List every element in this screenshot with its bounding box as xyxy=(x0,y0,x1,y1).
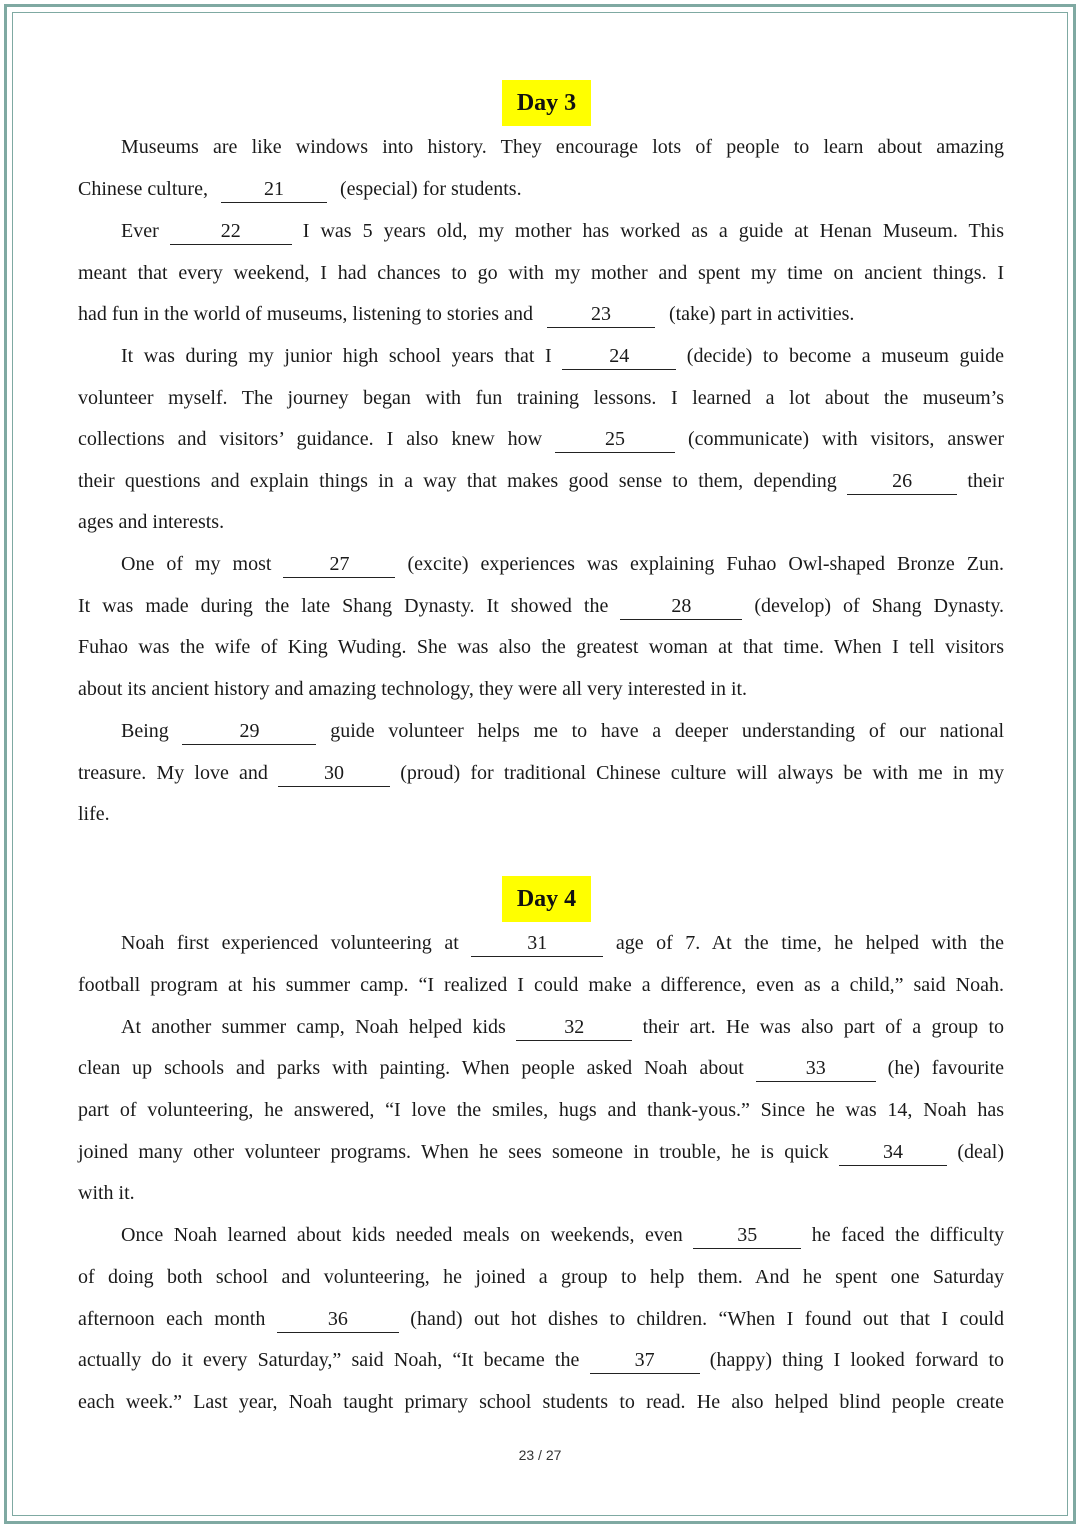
day4-line-6: joined many other volunteer programs. When he sees someone in trouble, he is quick 34 (deal) xyxy=(78,1137,1004,1167)
blank-33[interactable]: 33 xyxy=(756,1056,876,1082)
day4-line-1: Noah first experienced volunteering at 31 age of 7. At the time, he helped with the xyxy=(121,928,1004,958)
blank-28[interactable]: 28 xyxy=(620,594,742,620)
day3-line-4: meant that every weekend, I had chances to go with my mother and spent my time on ancient things. I xyxy=(78,262,1004,284)
day3-line-9: their questions and explain things in a way that makes good sense to them, depending 26 their xyxy=(78,466,1004,496)
day3-line-5: had fun in the world of museums, listening to stories and 23 (take) part in activities. xyxy=(78,299,1004,329)
day3-line-6: It was during my junior high school years that I 24 (decide) to become a museum guide xyxy=(121,341,1004,371)
blank-34[interactable]: 34 xyxy=(839,1140,947,1166)
day3-line-17: life. xyxy=(78,803,110,825)
blank-36[interactable]: 36 xyxy=(277,1307,399,1333)
day4-line-8: Once Noah learned about kids needed meals on weekends, even 35 he faced the difficulty xyxy=(121,1220,1004,1250)
blank-21[interactable]: 21 xyxy=(221,177,327,203)
day3-line-2: Chinese culture, 21 (especial) for students. xyxy=(78,174,1004,204)
blank-26[interactable]: 26 xyxy=(847,469,957,495)
day3-line-8: collections and visitors’ guidance. I also knew how 25 (communicate) with visitors, answer xyxy=(78,424,1004,454)
blank-27[interactable]: 27 xyxy=(283,552,395,578)
blank-37[interactable]: 37 xyxy=(590,1348,700,1374)
day4-line-2: football program at his summer camp. “I realized I could make a difference, even as a child,” said Noah. xyxy=(78,974,1004,996)
day4-title: Day 4 xyxy=(502,876,591,922)
day4-line-7: with it. xyxy=(78,1182,135,1204)
page-number: 23 / 27 xyxy=(518,1447,562,1463)
blank-24[interactable]: 24 xyxy=(562,344,676,370)
day3-line-7: volunteer myself. The journey began with fun training lessons. I learned a lot about the museum’s xyxy=(78,387,1004,409)
day3-line-3: Ever 22 I was 5 years old, my mother has worked as a guide at Henan Museum. This xyxy=(121,216,1004,246)
blank-30[interactable]: 30 xyxy=(278,761,390,787)
blank-23[interactable]: 23 xyxy=(547,302,655,328)
day4-line-12: each week.” Last year, Noah taught primary school students to read. He also helped blind people create xyxy=(78,1391,1004,1413)
blank-22[interactable]: 22 xyxy=(170,219,292,245)
day3-line-11: One of my most 27 (excite) experiences was explaining Fuhao Owl-shaped Bronze Zun. xyxy=(121,549,1004,579)
day4-line-5: part of volunteering, he answered, “I love the smiles, hugs and thank-yous.” Since he was 14, Noah has xyxy=(78,1099,1004,1121)
day4-line-4: clean up schools and parks with painting. When people asked Noah about 33 (he) favourite xyxy=(78,1053,1004,1083)
day4-line-10: afternoon each month 36 (hand) out hot dishes to children. “When I found out that I could xyxy=(78,1304,1004,1334)
blank-35[interactable]: 35 xyxy=(693,1223,801,1249)
day4-line-11: actually do it every Saturday,” said Noah, “It became the 37 (happy) thing I looked forward to xyxy=(78,1345,1004,1375)
day3-line-13: Fuhao was the wife of King Wuding. She was also the greatest woman at that time. When I tell visitors xyxy=(78,636,1004,658)
day3-line-16: treasure. My love and 30 (proud) for traditional Chinese culture will always be with me in my xyxy=(78,758,1004,788)
blank-29[interactable]: 29 xyxy=(182,719,316,745)
day3-line-1: Museums are like windows into history. They encourage lots of people to learn about amazing xyxy=(121,136,1004,158)
day3-line-12: It was made during the late Shang Dynasty. It showed the 28 (develop) of Shang Dynasty. xyxy=(78,591,1004,621)
day3-line-15: Being 29 guide volunteer helps me to have a deeper understanding of our national xyxy=(121,716,1004,746)
blank-25[interactable]: 25 xyxy=(555,427,675,453)
day4-line-9: of doing both school and volunteering, he joined a group to help them. And he spent one Saturday xyxy=(78,1266,1004,1288)
blank-32[interactable]: 32 xyxy=(516,1015,632,1041)
day4-line-3: At another summer camp, Noah helped kids 32 their art. He was also part of a group to xyxy=(121,1012,1004,1042)
day3-line-14: about its ancient history and amazing technology, they were all very interested in it. xyxy=(78,678,748,700)
blank-31[interactable]: 31 xyxy=(471,931,603,957)
day3-line-10: ages and interests. xyxy=(78,511,225,533)
day3-title: Day 3 xyxy=(502,80,591,126)
